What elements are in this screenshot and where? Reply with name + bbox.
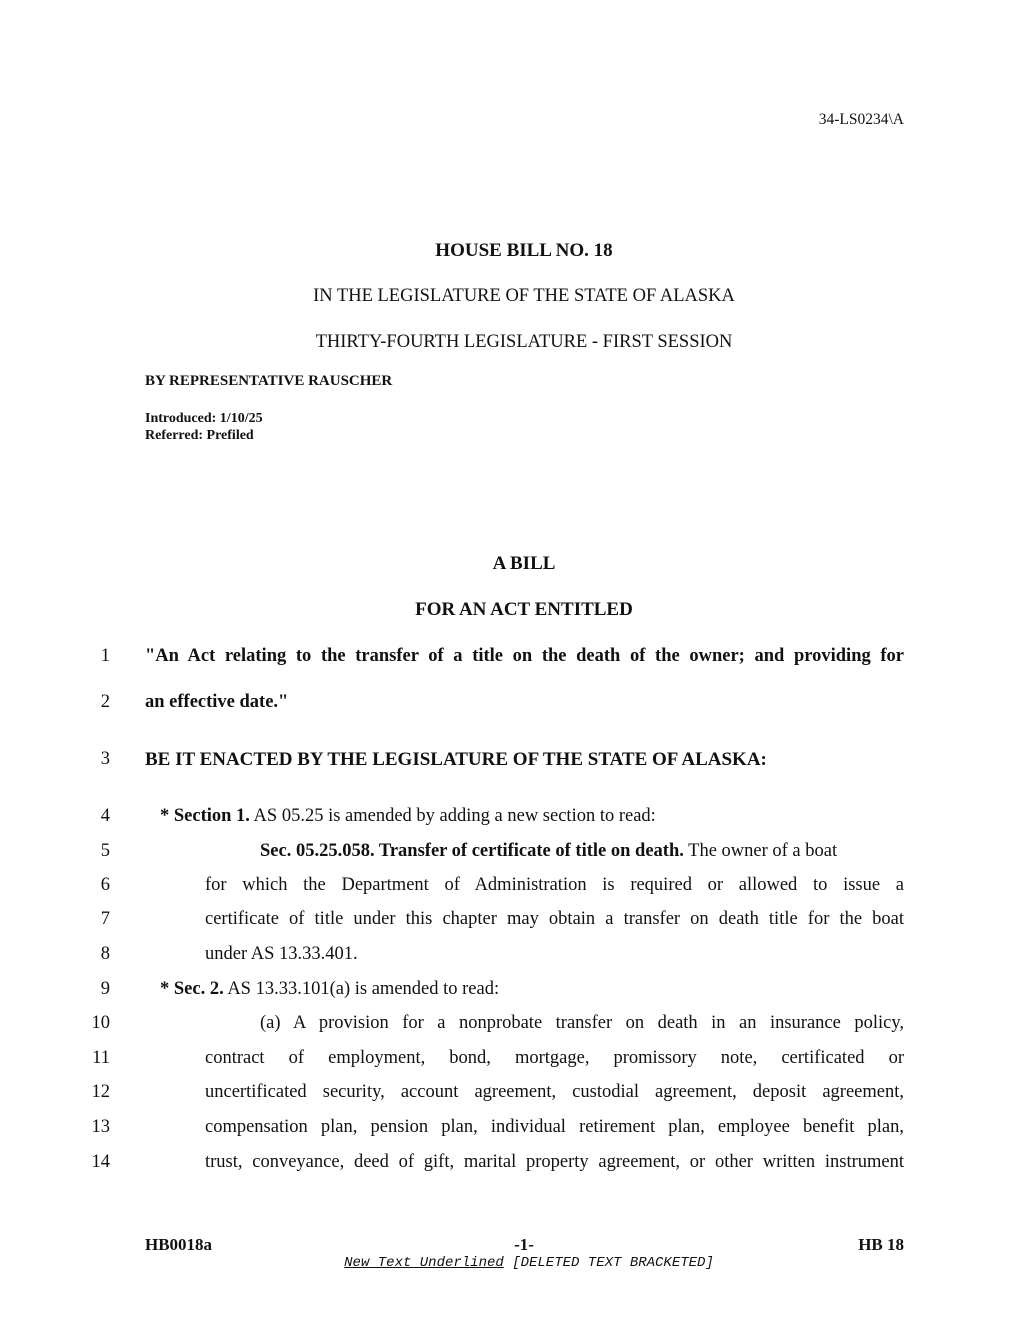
enacting-clause: BE IT ENACTED BY THE LEGISLATURE OF THE STATE OF ALASKA: <box>145 749 767 770</box>
line-number: 5 <box>100 841 110 861</box>
a-bill-heading: A BILL <box>492 553 556 574</box>
line-number: 4 <box>100 806 110 826</box>
body-text-line: contract of employment, bond, mortgage, promissory note, certificated or <box>205 1048 904 1068</box>
line-number: 1 <box>100 646 110 666</box>
section-label: * Sec. 2. <box>160 979 224 999</box>
body-text-line: uncertificated security, account agreement, custodial agreement, deposit agreement, <box>205 1082 904 1102</box>
line-number: 11 <box>92 1048 110 1068</box>
line-number: 2 <box>100 692 110 712</box>
referred-status: Referred: Prefiled <box>145 428 254 443</box>
bill-number: HOUSE BILL NO. 18 <box>435 240 613 261</box>
section-1-intro <box>160 806 656 827</box>
act-title-line: "An Act relating to the transfer of a title on the death of the owner; and providing for <box>145 646 904 666</box>
section-2-intro <box>160 979 499 1000</box>
section-text: AS 05.25 is amended by adding a new section to read: <box>249 806 656 826</box>
body-text-line: (a) A provision for a nonprobate transfer on death in an insurance policy, <box>260 1013 904 1033</box>
legend-underlined: New Text Underlined <box>344 1255 504 1271</box>
footer-bill-code: HB0018a <box>145 1235 213 1254</box>
line-number: 14 <box>91 1152 110 1172</box>
line-number: 12 <box>91 1082 110 1102</box>
edit-legend <box>0 1255 1024 1271</box>
line-number: 3 <box>100 749 110 769</box>
section-heading-line <box>260 841 837 862</box>
line-number: 6 <box>100 875 110 895</box>
line-number: 7 <box>100 909 110 929</box>
introduced-date: Introduced: 1/10/25 <box>145 411 263 426</box>
session-title: THIRTY-FOURTH LEGISLATURE - FIRST SESSION <box>315 332 733 352</box>
footer-bill-short: HB 18 <box>858 1235 904 1254</box>
body-text-line: under AS 13.33.401. <box>205 944 358 964</box>
page-number: -1- <box>514 1235 534 1254</box>
act-title-line: an effective date." <box>145 692 289 712</box>
body-text-line: for which the Department of Administration is required or allowed to issue a <box>205 875 904 895</box>
act-entitled-heading: FOR AN ACT ENTITLED <box>415 599 633 620</box>
body-text-line: certificate of title under this chapter may obtain a transfer on death title for the boat <box>205 909 904 929</box>
legend-bracketed: [DELETED TEXT BRACKETED] <box>503 1255 714 1271</box>
sponsor: BY REPRESENTATIVE RAUSCHER <box>145 373 393 389</box>
line-number: 8 <box>100 944 110 964</box>
line-number: 13 <box>91 1117 110 1137</box>
section-heading: Sec. 05.25.058. Transfer of certificate of title on death. <box>260 841 684 861</box>
section-label: * Section 1. <box>160 806 250 826</box>
line-number: 10 <box>91 1013 110 1033</box>
body-text-line: trust, conveyance, deed of gift, marital property agreement, or other written instrument <box>205 1152 904 1172</box>
legislature-state: IN THE LEGISLATURE OF THE STATE OF ALASKA <box>313 286 735 306</box>
section-text: The owner of a boat <box>683 841 838 861</box>
section-text: AS 13.33.101(a) is amended to read: <box>223 979 500 999</box>
body-text-line: compensation plan, pension plan, individual retirement plan, employee benefit plan, <box>205 1117 904 1137</box>
document-id: 34-LS0234\A <box>818 111 904 128</box>
line-number: 9 <box>100 979 110 999</box>
